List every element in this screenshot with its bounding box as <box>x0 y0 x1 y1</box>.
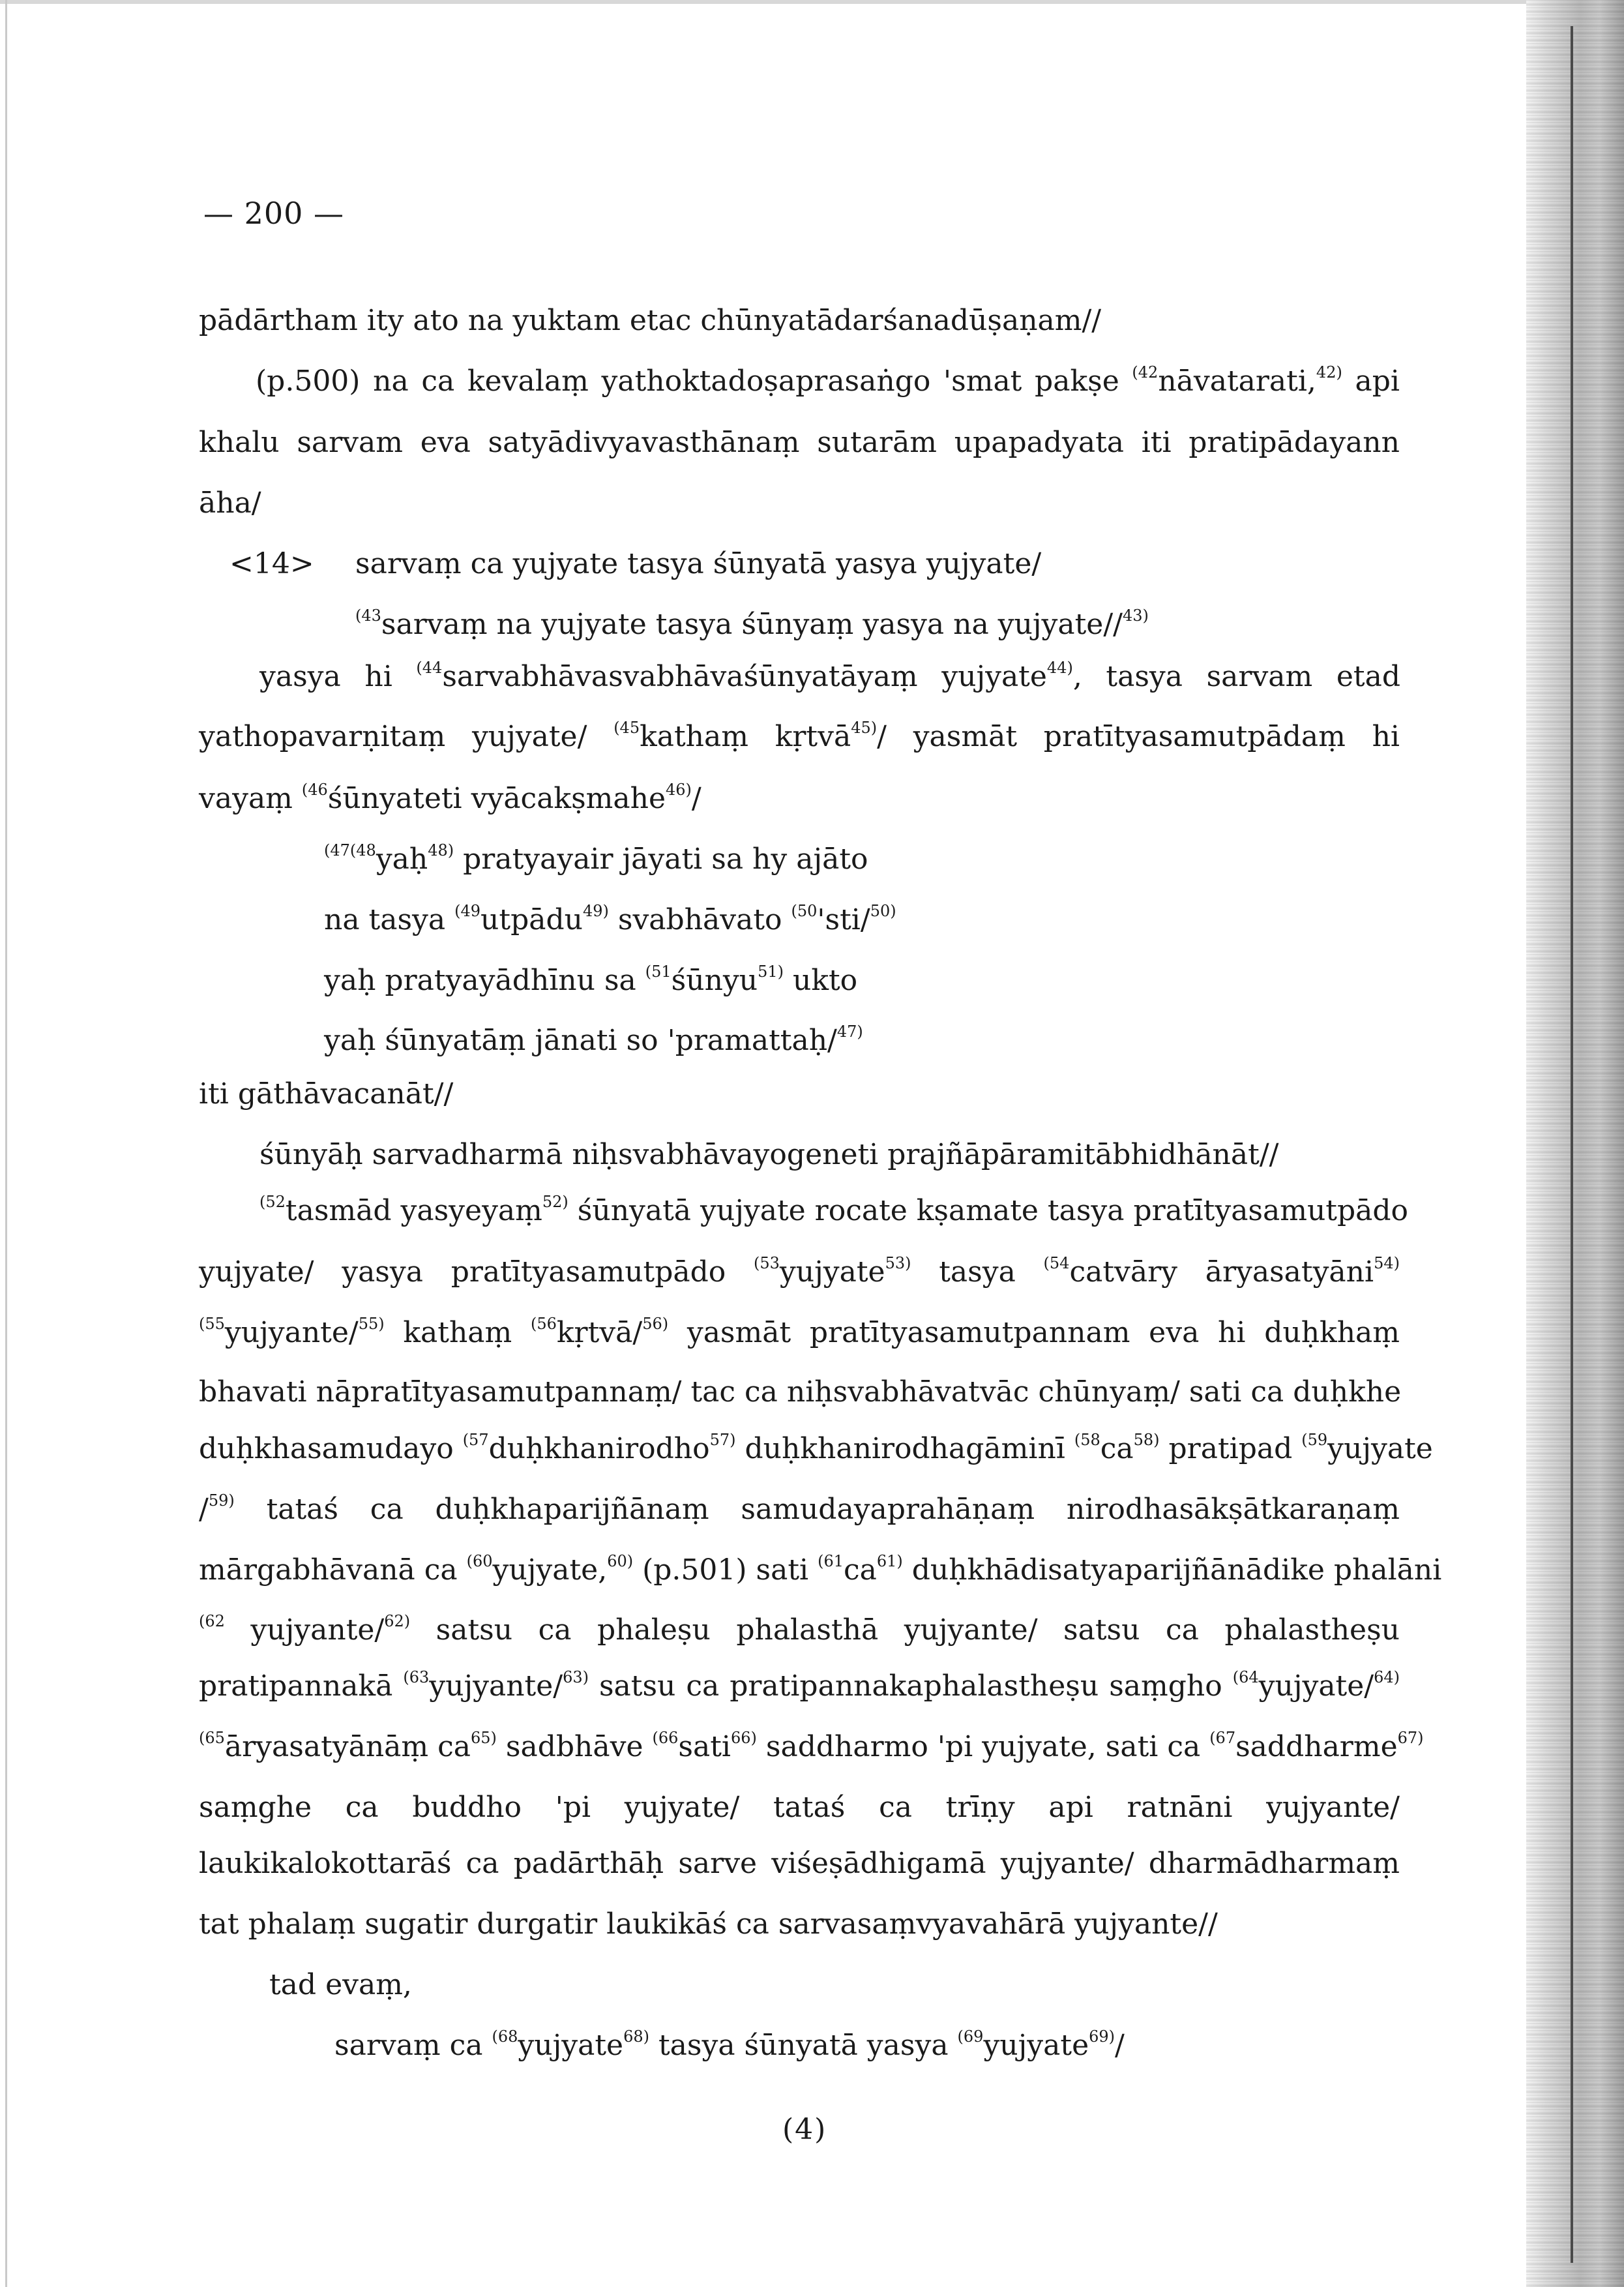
text-segment: iti gāthāvacanāt// <box>199 1077 454 1111</box>
text-line <box>199 1727 1424 1767</box>
text-segment: satsu ca pratipannakaphalastheṣu saṃgho <box>589 1669 1233 1703</box>
footnote-marker: (42 <box>1132 363 1159 381</box>
text-segment: yujyate <box>983 2029 1089 2062</box>
text-segment: sarvaṃ ca <box>334 2029 492 2062</box>
text-line <box>355 605 1149 644</box>
text-segment: <14> <box>229 547 314 580</box>
text-segment: vayaṃ <box>199 782 302 815</box>
text-line <box>199 1373 1400 1412</box>
text-line <box>199 1551 1442 1590</box>
text-segment: yujyate <box>1327 1432 1433 1465</box>
text-segment: sarvaṃ na yujyate tasya śūnyaṃ yasya na yujyate// <box>381 608 1123 641</box>
text-segment: pādārtham ity ato na yuktam etac chūnyatādarśanadūṣaṇam// <box>199 304 1102 337</box>
text-segment: śūnyateti vyācakṣmahe <box>327 782 666 815</box>
footnote-marker: (46 <box>301 781 328 799</box>
footnote-marker: 44) <box>1046 659 1073 677</box>
text-line <box>199 779 701 818</box>
text-segment: yujyate/ yasya pratītyasamutpādo <box>199 1255 754 1289</box>
text-segment: yasya hi <box>259 660 417 693</box>
text-segment: yasmāt pratītyasamutpannam eva hi duḥkhaṃ <box>668 1316 1400 1349</box>
text-segment: / <box>199 1493 209 1526</box>
text-line <box>269 1966 412 2005</box>
footnote-marker: 64) <box>1374 1668 1400 1686</box>
text-segment: śūnyāḥ sarvadharmā niḥsvabhāvayogeneti prajñāpāramitābhidhānāt// <box>259 1138 1279 1171</box>
page-marker: (4) <box>782 2113 827 2146</box>
footnote-marker: 55) <box>358 1315 385 1333</box>
text-segment: śūnyatā yujyate rocate kṣamate tasya pratītyasamutpādo <box>568 1194 1409 1227</box>
page-edge-top <box>0 0 1624 4</box>
footnote-marker: 66) <box>730 1729 757 1747</box>
text-segment: yujyante/ <box>224 1613 385 1647</box>
footnote-marker: 48) <box>428 841 454 859</box>
text-segment: nāvatarati, <box>1158 365 1316 398</box>
text-segment: kṛtvā/ <box>556 1316 643 1349</box>
scan-binding-strip <box>1526 0 1624 2287</box>
text-line <box>199 1253 1400 1292</box>
footnote-marker: (54 <box>1043 1254 1070 1272</box>
text-segment: na tasya <box>324 903 455 936</box>
text-segment: yujyante/ <box>224 1316 359 1349</box>
text-line <box>229 545 314 584</box>
footnote-marker: (65 <box>199 1729 225 1747</box>
page-number: — 200 — <box>203 196 345 231</box>
text-segment: yathopavarṇitaṃ yujyate/ <box>199 720 614 753</box>
text-segment: sarvaṃ ca yujyate tasya śūnyatā yasya yujyate/ <box>355 547 1042 580</box>
footnote-marker: (58 <box>1074 1431 1100 1449</box>
text-line <box>199 1313 1400 1353</box>
text-segment: sadbhāve <box>496 1730 653 1763</box>
footnote-marker: 56) <box>642 1315 669 1333</box>
text-segment: ca <box>1100 1432 1134 1465</box>
text-line <box>199 1667 1400 1706</box>
footnote-marker: (61 <box>818 1552 844 1570</box>
text-line <box>324 1021 863 1060</box>
text-line <box>199 423 1400 462</box>
footnote-marker: 46) <box>666 781 692 799</box>
text-segment: tasya <box>911 1255 1044 1289</box>
footnote-marker: (59 <box>1301 1431 1328 1449</box>
footnote-marker: (62 <box>199 1612 225 1630</box>
text-line <box>199 1788 1400 1827</box>
text-line <box>199 1611 1400 1650</box>
text-segment: saddharmo 'pi yujyate, sati ca <box>756 1730 1210 1763</box>
footnote-marker: (47(48 <box>324 841 376 859</box>
text-segment: yujyate <box>779 1255 885 1289</box>
text-line <box>199 1844 1400 1883</box>
footnote-marker: (49 <box>454 902 481 920</box>
text-segment: ukto <box>784 964 858 997</box>
footnote-marker: 67) <box>1397 1729 1424 1747</box>
footnote-marker: 50) <box>870 902 896 920</box>
footnote-marker: 60) <box>607 1552 634 1570</box>
text-line <box>256 362 1400 401</box>
text-segment: duḥkhasamudayo <box>199 1432 463 1465</box>
text-segment: , tasya sarvam etad <box>1072 660 1400 693</box>
footnote-marker: (52 <box>259 1193 286 1211</box>
text-segment: tasmād yasyeyaṃ <box>285 1194 542 1227</box>
text-segment: tasya śūnyatā yasya <box>649 2029 958 2062</box>
text-segment: kathaṃ kṛtvā <box>640 720 851 753</box>
text-segment: tad evaṃ, <box>269 1968 412 2001</box>
text-segment: duḥkhanirodhagāminī <box>735 1432 1074 1465</box>
text-segment: api <box>1342 365 1400 398</box>
footnote-marker: (43 <box>355 606 381 625</box>
text-segment: tat phalaṃ sugatir durgatir laukikāś ca sarvasaṃvyavahārā yujyante// <box>199 1907 1218 1941</box>
footnote-marker: 58) <box>1133 1431 1160 1449</box>
footnote-marker: 65) <box>471 1729 497 1747</box>
footnote-marker: (64 <box>1232 1668 1259 1686</box>
text-segment: 'sti/ <box>817 903 870 936</box>
footnote-marker: 57) <box>709 1431 736 1449</box>
footnote-marker: 52) <box>542 1193 568 1211</box>
text-line <box>199 484 261 523</box>
page-edge-left <box>5 0 7 2287</box>
scan-binding-line <box>1571 26 1573 2263</box>
footnote-marker: (44 <box>416 659 443 677</box>
text-segment: (p.501) sati <box>633 1553 818 1587</box>
text-line <box>259 657 1400 696</box>
text-segment: catvāry āryasatyāni <box>1069 1255 1374 1289</box>
text-line <box>199 1429 1433 1469</box>
text-segment: yaḥ śūnyatāṃ jānati so 'pramattaḥ/ <box>324 1024 837 1057</box>
text-segment: ca <box>844 1553 877 1587</box>
text-segment: yujyante/ <box>429 1669 563 1703</box>
text-segment: pratyayair jāyati sa hy ajāto <box>454 843 868 876</box>
text-line <box>259 1191 1409 1231</box>
text-segment: laukikalokottarāś ca padārthāḥ sarve viśeṣādhigamā yujyante/ dharmādharmaṃ <box>199 1847 1400 1880</box>
text-segment: yaḥ pratyayādhīnu sa <box>324 964 645 997</box>
text-line <box>199 301 1101 340</box>
text-line <box>199 1490 1400 1529</box>
text-line <box>259 1135 1278 1174</box>
text-line <box>324 840 868 879</box>
footnote-marker: 62) <box>384 1612 411 1630</box>
footnote-marker: 63) <box>563 1668 589 1686</box>
text-line <box>199 717 1400 756</box>
footnote-marker: 42) <box>1316 363 1342 381</box>
text-segment: āha/ <box>199 486 261 520</box>
text-segment: yujyate/ <box>1258 1669 1374 1703</box>
text-segment: yaḥ <box>376 843 428 876</box>
text-line <box>324 901 896 940</box>
text-line <box>199 1905 1218 1944</box>
footnote-marker: 68) <box>623 2027 649 2046</box>
text-segment: saddharme <box>1235 1730 1398 1763</box>
text-segment: pratipad <box>1159 1432 1302 1465</box>
footnote-marker: 47) <box>836 1023 863 1041</box>
text-segment: bhavati nāpratītyasamutpannaṃ/ tac ca niḥsvabhāvatvāc chūnyaṃ/ sati ca duḥkhe <box>199 1375 1402 1409</box>
text-segment: tataś ca duḥkhaparijñānaṃ samudayaprahāṇaṃ nirodhasākṣātkaraṇaṃ <box>234 1493 1400 1526</box>
footnote-marker: (69 <box>957 2027 984 2046</box>
text-segment: utpādu <box>480 903 583 936</box>
footnote-marker: (51 <box>645 963 672 981</box>
text-segment: pratipannakā <box>199 1669 404 1703</box>
text-segment: khalu sarvam eva satyādivyavasthānaṃ sutarām upapadyata iti pratipādayann <box>199 426 1400 459</box>
text-segment: / yasmāt pratītyasamutpādaṃ hi <box>877 720 1400 753</box>
footnote-marker: (50 <box>791 902 818 920</box>
text-line <box>355 545 1041 584</box>
footnote-marker: (66 <box>652 1729 679 1747</box>
footnote-marker: 43) <box>1122 606 1149 625</box>
text-segment: / <box>1115 2029 1125 2062</box>
text-segment: (p.500) na ca kevalaṃ yathoktadoṣaprasaṅgo 'smat pakṣe <box>256 365 1132 398</box>
footnote-marker: 61) <box>876 1552 903 1570</box>
footnote-marker: (68 <box>492 2027 518 2046</box>
text-line <box>199 1075 453 1114</box>
footnote-marker: 51) <box>758 963 784 981</box>
footnote-marker: (56 <box>530 1315 557 1333</box>
text-segment: kathaṃ <box>384 1316 531 1349</box>
footnote-marker: (53 <box>754 1254 780 1272</box>
footnote-marker: (67 <box>1209 1729 1236 1747</box>
text-segment: śūnyu <box>671 964 758 997</box>
footnote-marker: 45) <box>851 719 878 737</box>
text-line <box>334 2026 1125 2065</box>
footnote-marker: 59) <box>208 1491 235 1510</box>
footnote-marker: 49) <box>582 902 609 920</box>
text-segment: duḥkhādisatyaparijñānādike phalāni <box>902 1553 1442 1587</box>
text-segment: mārgabhāvanā ca <box>199 1553 467 1587</box>
text-segment: / <box>691 782 701 815</box>
text-segment: duḥkhanirodho <box>488 1432 710 1465</box>
footnote-marker: (57 <box>462 1431 489 1449</box>
footnote-marker: (60 <box>466 1552 493 1570</box>
text-line <box>324 961 857 1000</box>
text-segment: sati <box>678 1730 731 1763</box>
footnote-marker: (45 <box>613 719 640 737</box>
footnote-marker: 69) <box>1089 2027 1115 2046</box>
text-segment: yujyate <box>518 2029 624 2062</box>
text-segment: satsu ca phaleṣu phalasthā yujyante/ satsu ca phalastheṣu <box>410 1613 1400 1647</box>
text-segment: āryasatyānāṃ ca <box>224 1730 471 1763</box>
footnote-marker: 54) <box>1374 1254 1400 1272</box>
text-segment: saṃghe ca buddho 'pi yujyate/ tataś ca trīṇy api ratnāni yujyante/ <box>199 1791 1400 1824</box>
text-segment: yujyate, <box>492 1553 608 1587</box>
footnote-marker: (55 <box>199 1315 225 1333</box>
text-segment: svabhāvato <box>608 903 791 936</box>
footnote-marker: (63 <box>403 1668 430 1686</box>
text-segment: sarvabhāvasvabhāvaśūnyatāyaṃ yujyate <box>442 660 1047 693</box>
footnote-marker: 53) <box>885 1254 911 1272</box>
